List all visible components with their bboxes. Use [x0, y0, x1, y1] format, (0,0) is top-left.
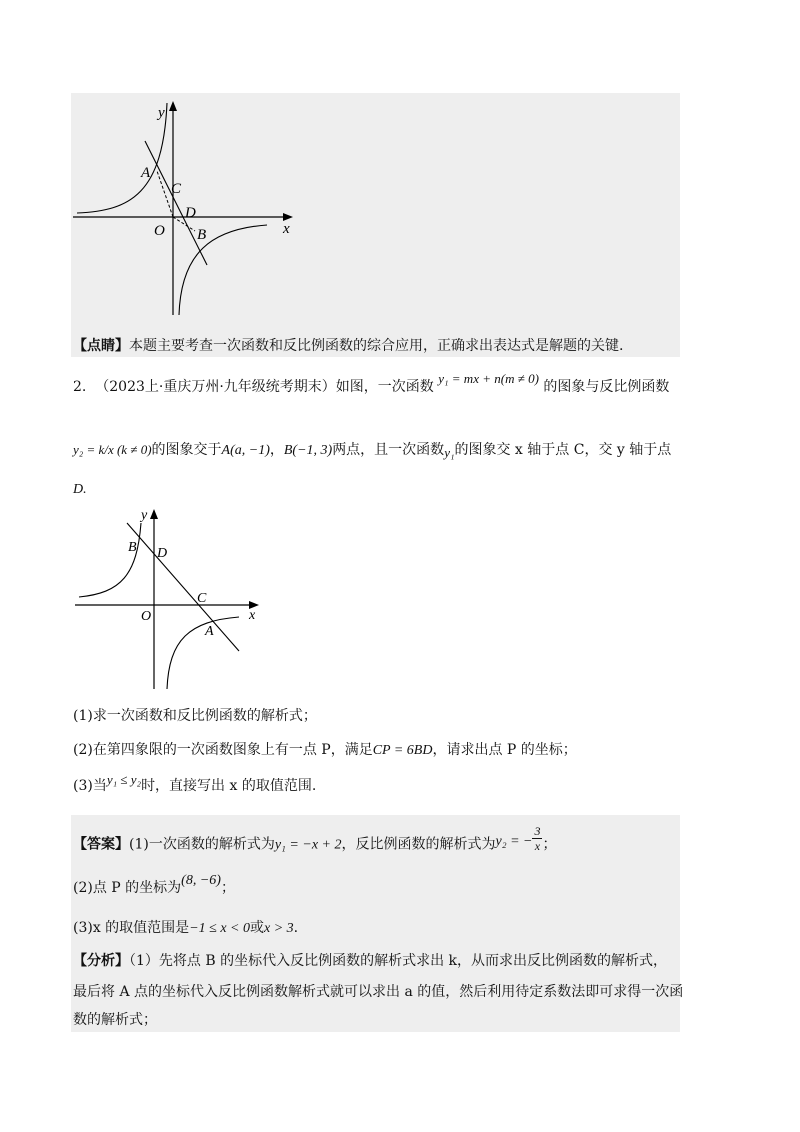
inverse-expression: y₂ = k/x (k ≠ 0) — [73, 442, 152, 457]
answer-1-end: ； — [542, 836, 557, 853]
question-2-post: ，请求出点 P 的坐标； — [432, 742, 577, 758]
problem-text1-end: 的图象与反比例函数 — [543, 379, 670, 395]
label-O: O — [141, 609, 152, 624]
analysis-text-1: （1）先将点 B 的坐标代入反比例函数的解析式求出 k，从而求出反比例函数的解析式， — [129, 953, 668, 969]
answer-1-fraction — [532, 824, 542, 853]
problem-line-2 — [73, 440, 671, 461]
question-1: (1)求一次函数和反比例函数的解析式； — [73, 708, 317, 724]
dianjing-line — [73, 336, 623, 356]
y1-label: y₁ — [444, 445, 455, 460]
dianjing-text: 本题主要考查一次函数和反比例函数的综合应用，正确求出表达式是解题的关键. — [129, 338, 624, 354]
problem-text3: 两点，且一次函数 — [332, 442, 445, 458]
problem-text4: 的图象交 x 轴于点 C，交 y 轴于点 — [454, 442, 672, 458]
question-2-expr: CP = 6BD — [372, 743, 433, 758]
label-x: x — [283, 221, 290, 237]
comma: ， — [269, 442, 284, 458]
hyperbola-branch-4 — [179, 225, 267, 315]
answer-2-expr: (8, −6) — [181, 873, 221, 888]
figure-1 — [71, 93, 311, 323]
answer-2-end: ； — [220, 880, 235, 896]
question-2-pre: (2)在第四象限的一次函数图象上有一点 P，满足 — [73, 742, 373, 758]
problem-number: 2. — [73, 379, 87, 395]
hyperbola-branch-2 — [79, 523, 141, 597]
question-3 — [73, 772, 317, 796]
answer-line-2 — [73, 873, 235, 899]
question-3-pre: (3)当 — [73, 778, 107, 794]
answer-3-mid: 或 — [249, 920, 264, 936]
label-y: y — [141, 508, 148, 523]
answer-line-3 — [73, 918, 298, 939]
answer-1-inverse-lhs: y₂ = − — [495, 833, 533, 849]
answer-1-mid: ，反比例函数的解析式为 — [341, 836, 496, 853]
analysis-line-3: 数的解析式； — [73, 1012, 157, 1028]
linear-expression: y₁ = mx + n(m ≠ 0) — [438, 371, 539, 386]
label-C: C — [197, 591, 207, 606]
linear-line — [145, 141, 207, 265]
fraction-denominator: x — [534, 839, 541, 853]
linear-line — [127, 523, 239, 651]
label-B: B — [128, 540, 137, 555]
answer-1-pre: (1)一次函数的解析式为 — [129, 836, 275, 853]
answer-3-pre: (3)x 的取值范围是 — [73, 920, 190, 936]
fraction-numerator: 3 — [534, 824, 541, 838]
problem-text2: 的图象交于 — [151, 442, 222, 458]
label-D: D — [185, 205, 196, 221]
analysis-tag: 【分析】 — [73, 953, 129, 969]
answer-3-end: . — [293, 920, 299, 936]
label-O: O — [154, 223, 165, 239]
label-D: D — [157, 546, 168, 561]
answer-3-expr2: x > 3 — [263, 921, 294, 936]
problem-source: （2023上·重庆万州·九年级统考期末）如图，一次函数 — [95, 379, 434, 395]
label-B: B — [197, 227, 207, 243]
analysis-line-1 — [73, 951, 667, 971]
problem-line-3: D. — [73, 482, 87, 497]
question-3-post: 时，直接写出 x 的取值范围. — [141, 778, 317, 794]
y-axis-arrow — [169, 101, 177, 111]
hyperbola-branch-4 — [167, 617, 239, 689]
label-x: x — [249, 608, 256, 623]
point-B: B(−1, 3) — [283, 443, 333, 458]
y-axis-arrow — [150, 509, 158, 519]
answer-line-1 — [73, 824, 557, 859]
question-2 — [73, 740, 577, 761]
x-axis-arrow — [283, 213, 293, 221]
figure-2 — [71, 505, 271, 695]
label-A: A — [205, 624, 214, 639]
analysis-line-2: 最后将 A 点的坐标代入反比例函数解析式就可以求出 a 的值，然后利用待定系数法即可求得一次函 — [73, 984, 684, 1000]
question-3-expr: y₁ ≤ y₂ — [106, 772, 142, 787]
answer-3-expr1: −1 ≤ x < 0 — [189, 921, 250, 936]
point-A: A(a, −1) — [221, 443, 270, 458]
answer-1-linear: y₁ = −x + 2 — [274, 837, 342, 853]
dianjing-tag: 【点睛】 — [73, 338, 129, 354]
label-y: y — [158, 105, 165, 121]
label-A: A — [141, 165, 151, 181]
answer-tag: 【答案】 — [73, 836, 129, 853]
answer-2-pre: (2)点 P 的坐标为 — [73, 880, 182, 896]
label-C: C — [171, 181, 182, 197]
problem-line-1 — [73, 371, 670, 397]
